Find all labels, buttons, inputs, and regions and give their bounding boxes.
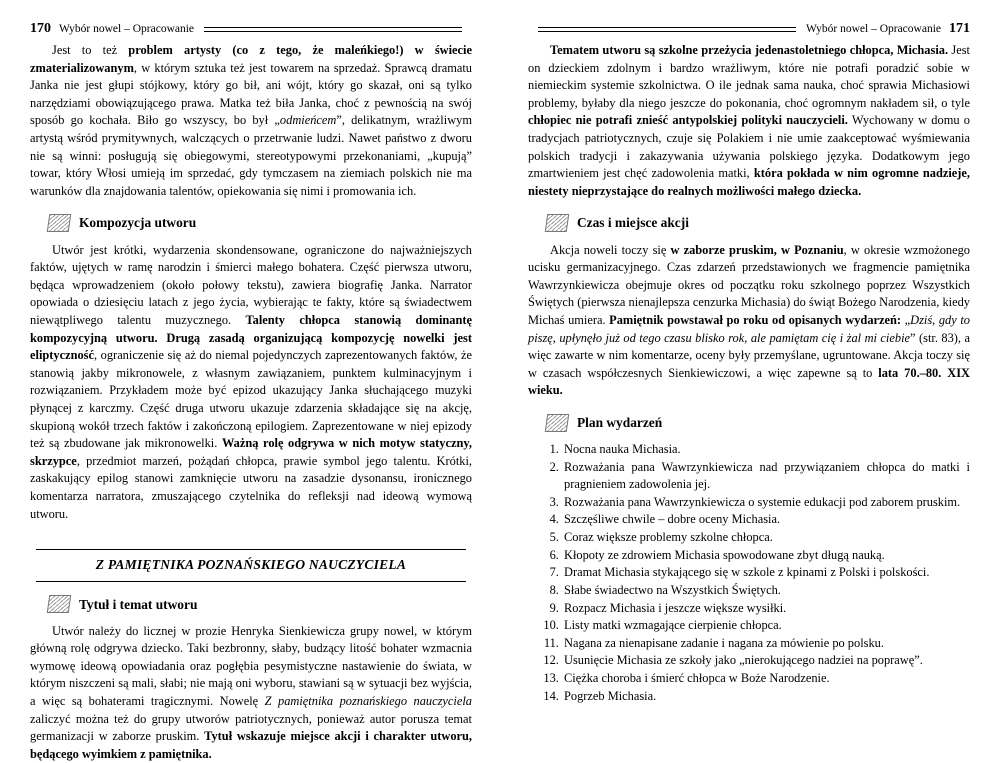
list-item: 3. Rozważania pana Wawrzynkiewicza o systemie edukacji pod zaborem pruskim.	[562, 494, 970, 512]
section-heading-kompozycja	[30, 213, 472, 232]
header-rule-right	[538, 27, 796, 32]
section-heading-czas-i-miejsce	[528, 213, 970, 232]
page-number-left: 170	[30, 21, 51, 36]
running-head-right	[528, 20, 970, 38]
book-icon	[545, 414, 570, 432]
section-title: Tytuł i temat utworu	[79, 596, 198, 612]
list-item: 11. Nagana za nienapisane zadanie i nagana za mówienie po polsku.	[562, 635, 970, 653]
running-head-left	[30, 20, 472, 38]
paragraph: Tematem utworu są szkolne przeżycia jedenastoletniego chłopca, Michasia. Jest on dzieckiem zdolnym i bardzo wrażliwym, które nie potrafi poradzić sobie w niemieckim systemie szkolnictwa. O ile jednak sama nauka, choć sprawia Michasiowi problemy, byłaby dla niego jeszcze do pokonania, choć ogromnym nakładem sił, o tyle chłopiec nie potrafi znieść antypolskiej polityki nauczycieli. Wychowany w domu o tradycjach patriotycznych, czuje się Polakiem i nie umie zaakceptować wyśmiewania polskich tradycji i zakazywania używania polskiego języka. Dodatkowym jego zmartwieniem jest chęć zadowolenia matki, która pokłada w nim ogromne nadzieje, niestety nieprzystające do realnych możliwości małego dziecka.	[528, 43, 970, 198]
list-item: 7. Dramat Michasia stykającego się w szkole z kpinami z Polski i polskości.	[562, 564, 970, 582]
section-title: Kompozycja utworu	[79, 215, 197, 231]
plan-list	[528, 441, 970, 705]
book-icon	[545, 214, 570, 232]
section-title: Czas i miejsce akcji	[577, 215, 689, 231]
chapter-title: Z PAMIĘTNIKA POZNAŃSKIEGO NAUCZYCIELA	[36, 549, 466, 581]
running-title-right: Wybór nowel – Opracowanie	[805, 23, 941, 35]
list-item: 12. Usunięcie Michasia ze szkoły jako „nierokującego nadziei na poprawę”.	[562, 652, 970, 670]
book-icon	[47, 214, 72, 232]
paragraph: Jest to też problem artysty (co z tego, że maleńkiego!) w świecie zmaterializowanym, w którym sztuka też jest towarem na sprzedaż. Sprawcą dramatu Janka nie jest głupi stójkowy, który go bił, ani wójt, który go skazał, oni są tylko narzędziami obowiązującego prawa. Matka też biła Janka, choć z pewnością na swój sposób go kochała. Biło go wszyscy, bo był „odmieńcem”, delikatnym, wrażliwym artystą wśród prymitywnych, walczących o przetrwanie ludzi. Nawet państwo z dworu nie są winni: posługują się obiegowymi, stereotypowymi przekonaniami, „kupują” towar, który Włosi umieją im sprzedać, gdy tymczasem na ziemiach polskich nie ma warunków dla znajdowania talentów, opiekowania się nimi i promowania ich.	[30, 43, 472, 198]
page-right-body	[528, 42, 970, 705]
list-item: 1. Nocna nauka Michasia.	[562, 441, 970, 459]
page-left-body	[30, 42, 472, 763]
list-item: 2. Rozważania pana Wawrzynkiewicza nad przywiązaniem chłopca do matki i pragnieniem zadowolenia jej.	[562, 459, 970, 494]
page-number-right: 171	[949, 21, 970, 36]
list-item: 13. Ciężka choroba i śmierć chłopca w Boże Narodzenie.	[562, 670, 970, 688]
list-item: 10. Listy matki wzmagające cierpienie chłopca.	[562, 617, 970, 635]
book-icon	[47, 595, 72, 613]
list-item: 4. Szczęśliwe chwile – dobre oceny Michasia.	[562, 511, 970, 529]
list-item: 14. Pogrzeb Michasia.	[562, 688, 970, 706]
section-title: Plan wydarzeń	[577, 415, 663, 430]
header-rule-left	[204, 27, 462, 32]
paragraph: Utwór jest krótki, wydarzenia skondensowane, ograniczone do najważniejszych faktów, ujętych w ramę narodzin i śmierci małego bohatera. Część pierwsza utworu, będąca wprowadzeniem (około połowy tekstu), zawiera biografię Janka. Narrator opowiada o dziesięciu latach z jego życia, wybierając te fakty, które są świadectwem niewątpliwego talentu muzycznego. Talenty chłopca stanowią dominantę kompozycyjną utworu. Drugą zasadą organizującą kompozycję nowelki jest eliptyczność, ograniczenie się aż do niemal pojedynczych zaprezentowanych faktów, że stanowią jakby mikronowele, z własnym zawiązaniem, punktem kulminacyjnym i rozwiązaniem. Przykładem może być epizod ukazujący Janka słuchającego muzyki płynącej z karczmy. Część druga utworu ukazuje zdarzenia składające się na akcję, skupioną wokół trzech faktów i zakończoną epilogiem. Zaprezentowane w niej epizody też są zbudowane jak mikronowelki. Ważną rolę odgrywa w nich motyw statyczny, skrzypce, przedmiot marzeń, pożądań chłopca, prawie symbol jego talentu. Krótki, zaskakujący epilog stanowi zamknięcie utworu na zasadzie dysonansu, ironicznego komentarza narratora, zmuszającego czytelnika do refleksji nad ideową wymową utworu.	[30, 242, 473, 521]
page-left	[0, 0, 500, 761]
section-heading-plan-wydarzen	[528, 413, 970, 432]
running-title-left: Wybór nowel – Opracowanie	[59, 23, 195, 35]
page-right	[500, 0, 1000, 712]
list-item: 5. Coraz większe problemy szkolne chłopca.	[562, 529, 970, 547]
list-item: 9. Rozpacz Michasia i jeszcze większe wysiłki.	[562, 600, 970, 618]
list-item: 8. Słabe świadectwo na Wszystkich Świętych.	[562, 582, 970, 600]
section-heading-tytul-i-temat	[30, 595, 472, 614]
paragraph: Akcja noweli toczy się w zaborze pruskim, w Poznaniu, w okresie wzmożonego ucisku germanizacyjnego. Czas zdarzeń przedstawionych we fragmencie pamiętnika Wawrzynkiewicza obejmuje okres od początku roku szkolnego poprzez Wszystkich Świętych (pierwsza nienajlepsza cenzurka Michasia) do świąt Bożego Narodzenia, kiedy Michaś umiera. Pamiętnik powstawał po roku od opisanych wydarzeń: „Dziś, gdy to piszę, upłynęło już od tego czasu blisko rok, ale pamiętam cię i żal mi ciebie” (str. 83), a więc zawarte w nim komentarze, oceny były przemyślane, ugruntowane. Akcja toczy się w czasach współczesnych Sienkiewiczowi, a więc zapewne są to lata 70.–80. XIX wieku.	[528, 242, 970, 398]
list-item: 6. Kłopoty ze zdrowiem Michasia spowodowane zbyt długą nauką.	[562, 547, 970, 565]
paragraph: Utwór należy do licznej w prozie Henryka Sienkiewicza grupy nowel, w którym główną rolę odgrywa dziecko. Taki bezbronny, słaby, budzący litość bohater wzmacnia wymowę ideową opowiadania oraz pogłębia pesymistyczne nastawienie do świata, w którym niszczeni są mali, słabi; nie mają oni wyboru, stawiani są w sytuacji bez wyjścia, a więc są bohaterami tragicznymi. Nowelę Z pamiętnika poznańskiego nauczyciela zaliczyć można też do grupy utworów patriotycznych, ponieważ autor porusza temat germanizacji w zaborze pruskim. Tytuł wskazuje miejsce akcji i charakter utworu, będącego wyimkiem z pamiętnika.	[30, 623, 473, 761]
